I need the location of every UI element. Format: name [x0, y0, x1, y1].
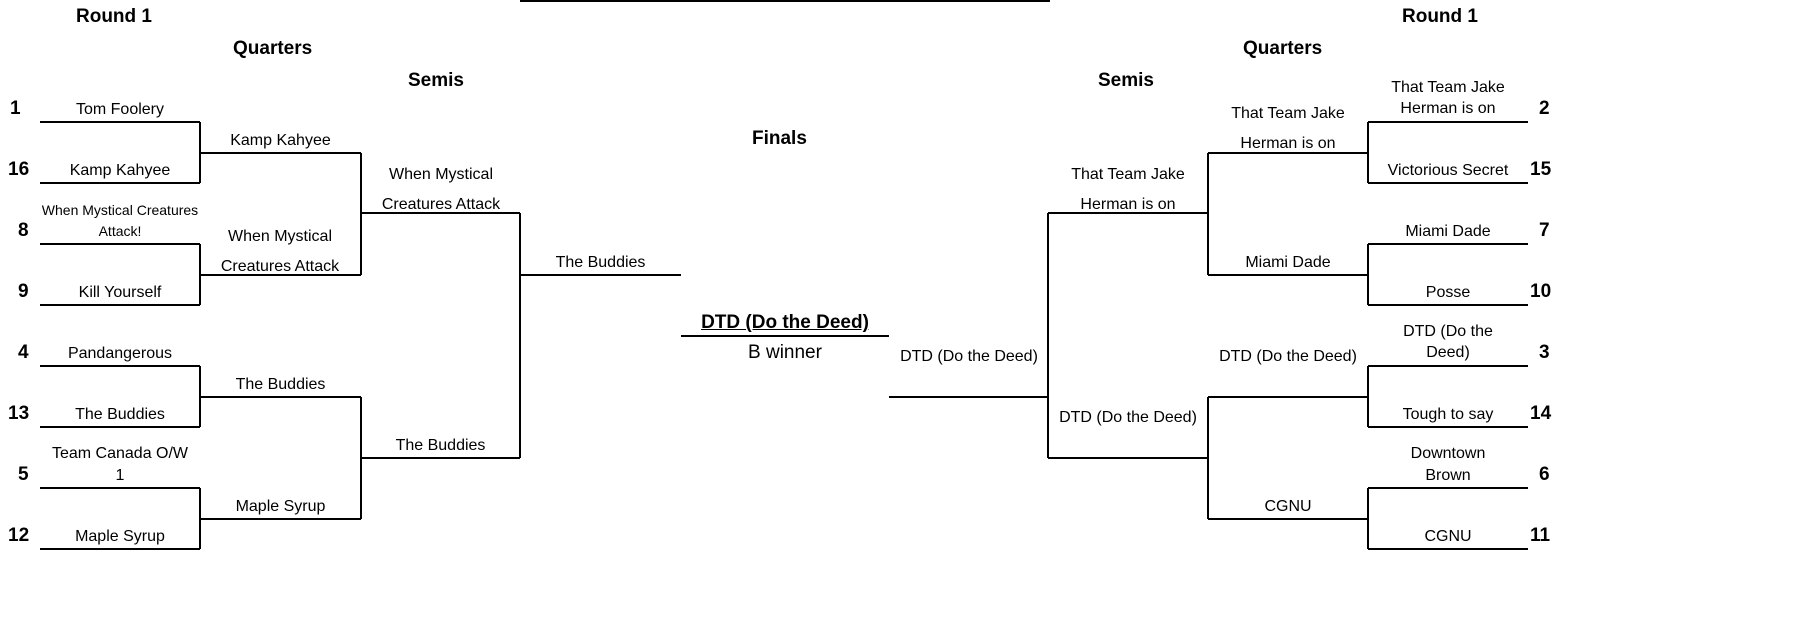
header-semis-right: Semis: [1098, 70, 1154, 91]
seed-label: 10: [1530, 281, 1552, 302]
seed-label: 14: [1530, 403, 1552, 424]
team-slot: Team Canada O/W 1: [51, 445, 189, 484]
team-slot: Kamp Kahyee: [69, 162, 171, 179]
finalist-left: The Buddies: [555, 254, 646, 271]
quarterfinal-team: When Mystical Creatures Attack: [220, 228, 340, 275]
champion-name: DTD (Do the Deed): [701, 312, 869, 333]
team-slot: Victorious Secret: [1387, 162, 1509, 179]
seed-label: 11: [1530, 525, 1551, 546]
team-slot: Maple Syrup: [75, 528, 165, 545]
semifinal-team: That Team Jake Herman is on: [1071, 166, 1185, 213]
quarterfinal-team: DTD (Do the Deed): [1219, 348, 1357, 365]
team-slot: Pandangerous: [67, 345, 173, 362]
semifinal-team: When Mystical Creatures Attack: [381, 166, 501, 213]
team-slot: DTD (Do the Deed): [1403, 323, 1493, 361]
header-quarters-right: Quarters: [1243, 38, 1323, 59]
champion-note: B winner: [748, 342, 822, 363]
header-round1-left: Round 1: [76, 6, 152, 27]
team-slot: Downtown Brown: [1410, 445, 1486, 484]
seed-label: 2: [1539, 98, 1550, 119]
team-slot: Tough to say: [1402, 406, 1494, 423]
semifinal-team: The Buddies: [395, 437, 486, 454]
seed-label: 16: [8, 159, 30, 180]
seed-label: 3: [1539, 342, 1550, 363]
team-slot: Miami Dade: [1405, 223, 1491, 240]
header-finals: Finals: [752, 128, 807, 149]
quarterfinal-team: CGNU: [1264, 498, 1312, 515]
team-slot: Kill Yourself: [78, 284, 162, 301]
finalist-right: DTD (Do the Deed): [900, 348, 1038, 365]
team-slot: Tom Foolery: [75, 101, 165, 118]
seed-label: 5: [18, 464, 29, 485]
header-semis-left: Semis: [408, 70, 464, 91]
seed-label: 1: [10, 98, 21, 119]
seed-label: 9: [18, 281, 29, 302]
team-slot: When Mystical Creatures Attack!: [41, 202, 199, 239]
team-slot: CGNU: [1424, 528, 1472, 545]
quarterfinal-team: The Buddies: [235, 376, 326, 393]
seed-label: 15: [1530, 159, 1552, 180]
seed-label: 4: [18, 342, 29, 363]
seed-label: 7: [1539, 220, 1550, 241]
header-round1-right: Round 1: [1402, 6, 1478, 27]
quarterfinal-team: That Team Jake Herman is on: [1231, 105, 1345, 152]
seed-label: 13: [8, 403, 30, 424]
team-slot: That Team Jake Herman is on: [1391, 79, 1505, 117]
team-slot: The Buddies: [75, 406, 165, 423]
quarterfinal-team: Miami Dade: [1245, 254, 1331, 271]
seed-label: 6: [1539, 464, 1550, 485]
semifinal-team: DTD (Do the Deed): [1059, 409, 1197, 426]
seed-label: 12: [8, 525, 30, 546]
seed-label: 8: [18, 220, 29, 241]
header-quarters-left: Quarters: [233, 38, 313, 59]
quarterfinal-team: Kamp Kahyee: [230, 132, 331, 149]
quarterfinal-team: Maple Syrup: [235, 498, 326, 515]
team-slot: Posse: [1425, 284, 1471, 301]
